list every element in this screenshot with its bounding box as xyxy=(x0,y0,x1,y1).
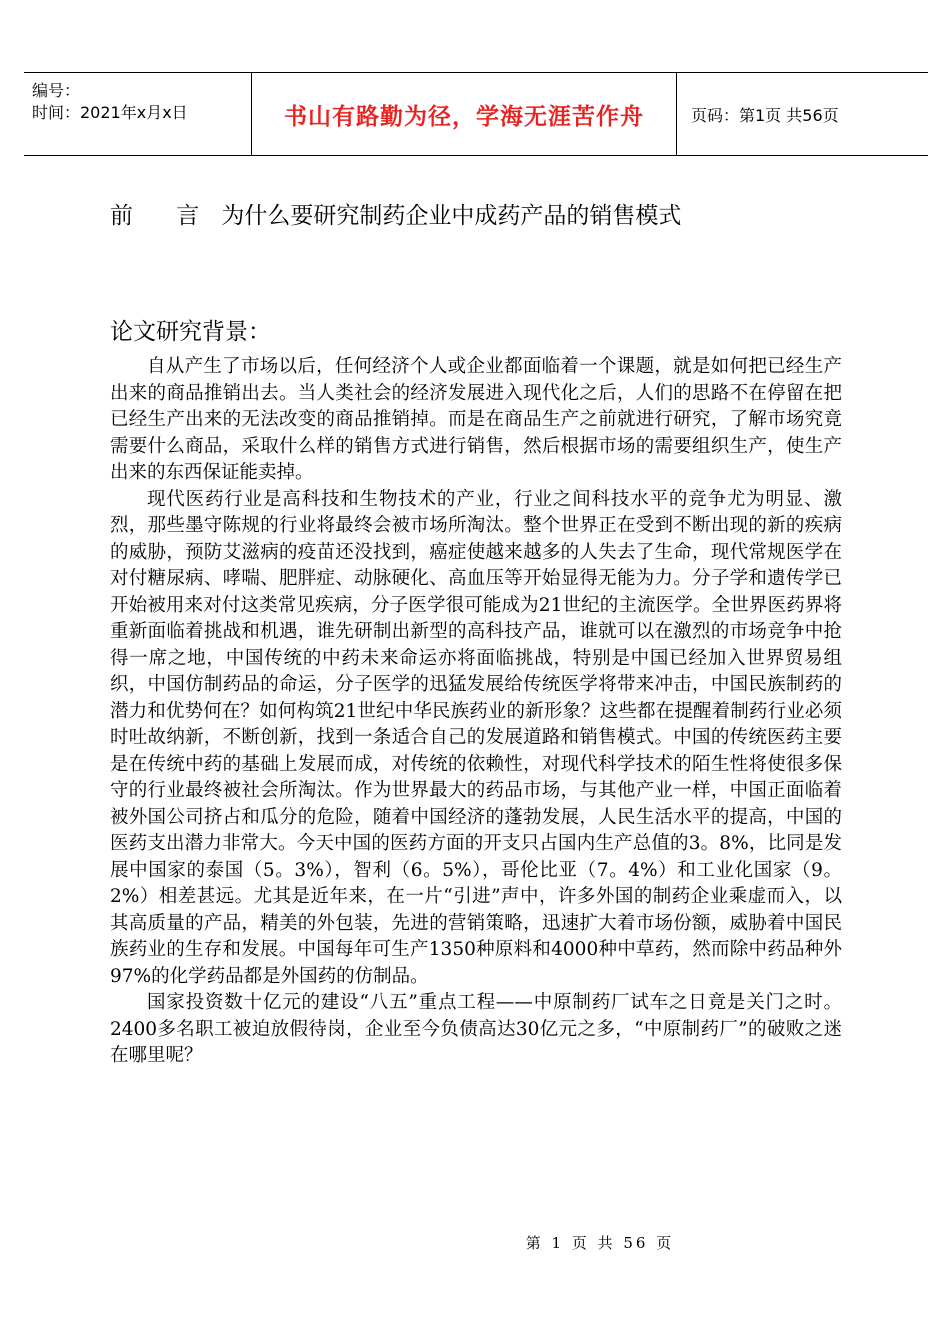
page-header xyxy=(24,72,928,156)
section-title: 论文研究背景： xyxy=(110,319,271,345)
body-text xyxy=(110,354,842,1070)
header-page-info: 页码：第1页 共56页 xyxy=(691,105,839,125)
paragraph: 自从产生了市场以后，任何经济个人或企业都面临着一个课题，就是如何把已经生产出来的商品推销出去。当人类社会的经济发展进入现代化之后，人们的思路不在停留在把已经生产出来的无法改变的商品推销掉。而是在商品生产之前就进行研究，了解市场究竟需要什么商品，采取什么样的销售方式进行销售，然后根据市场的需要组织生产，使生产出来的东西保证能卖掉。 xyxy=(110,356,842,483)
time-label: 时间：2021年x月x日 xyxy=(32,103,188,122)
header-top-rule xyxy=(24,72,928,73)
preface-label: 前 言 xyxy=(110,203,218,229)
header-motto: 书山有路勤为径，学海无涯苦作舟 xyxy=(252,72,677,156)
header-bottom-rule xyxy=(24,155,928,156)
paragraph: 现代医药行业是高科技和生物技术的产业，行业之间科技水平的竞争尤为明显、激烈，那些墨守陈规的行业将最终会被市场所淘汰。整个世界正在受到不断出现的新的疾病的威胁，预防艾滋病的疫苗还没找到，癌症使越来越多的人失去了生命，现代常规医学在对付糖尿病、哮喘、肥胖症、动脉硬化、高血压等开始显得无能为力。分子学和遗传学已开始被用来对付这类常见疾病，分子医学很可能成为21世纪的主流医学。全世界医药界将重新面临着挑战和机遇，谁先研制出新型的高科技产品，谁就可以在激烈的市场竞争中抢得一席之地，中国传统的中药未来命运亦将面临挑战，特别是中国已经加入世界贸易组织，中国仿制药品的命运，分子医学的迅猛发展给传统医学将带来冲击，中国民族制药的潜力和优势何在？如何构筑21世纪中华民族药业的新形象？这些都在提醒着制药行业必须时吐故纳新，不断创新，找到一条适合自己的发展道路和销售模式。中国的传统医药主要是在传统中药的基础上发展而成，对传统的依赖性，对现代科学技术的陌生性将使很多保守的行业最终被社会所淘汰。作为世界最大的药品市场，与其他产业一样，中国正面临着被外国公司挤占和瓜分的危险，随着中国经济的蓬勃发展，人民生活水平的提高，中国的医药支出潜力非常大。今天中国的医药方面的开支只占国内生产总值的3。8%，比同是发展中国家的泰国（5。3%），智利（6。5%），哥伦比亚（7。4%）和工业化国家（9。2%）相差甚远。尤其是近年来，在一片“引进”声中，许多外国的制药企业乘虚而入，以其高质量的产品，精美的外包装，先进的营销策略，迅速扩大着市场份额，威胁着中国民族药业的生存和发展。中国每年可生产1350种原料和4000种中草药，然而除中药品种外97%的化学药品都是外国药的仿制品。 xyxy=(110,488,842,987)
header-meta xyxy=(24,72,252,156)
page-footer: 第 1 页 共 56 页 xyxy=(525,1234,675,1252)
preface-title: 为什么要研究制药企业中成药产品的销售模式 xyxy=(221,203,682,229)
number-label: 编号： xyxy=(32,81,81,100)
preface-heading xyxy=(110,197,681,230)
paragraph: 国家投资数十亿元的建设“八五”重点工程——中原制药厂试车之日竟是关门之时。2400多名职工被迫放假待岗，企业至今负债高达30亿元之多，“中原制药厂”的破败之迷在哪里呢？ xyxy=(110,992,842,1066)
